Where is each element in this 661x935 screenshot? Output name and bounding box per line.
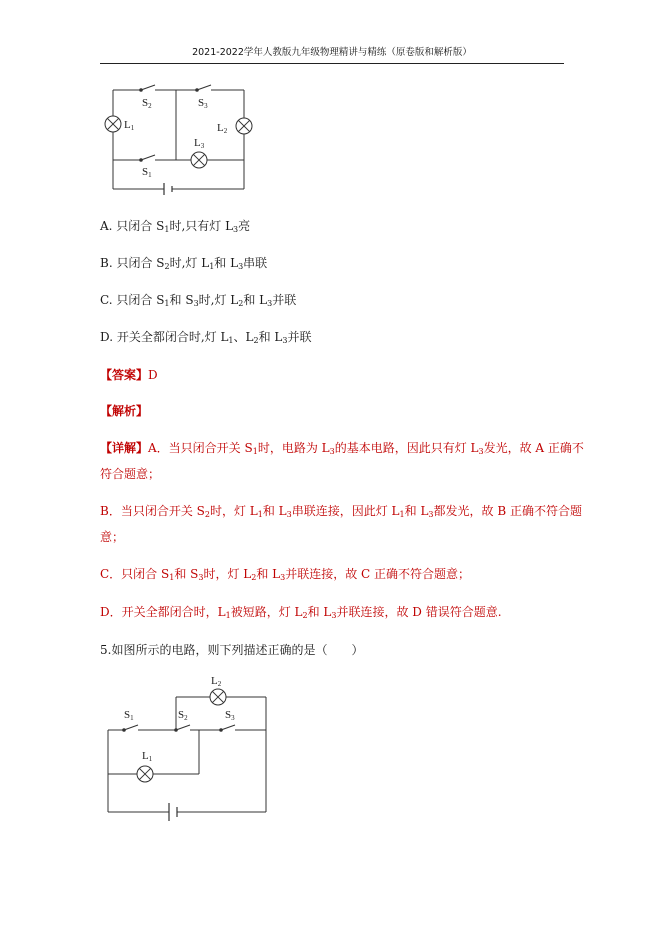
page-header: 2021-2022学年人教版九年级物理精讲与精练（原卷版和解析版） xyxy=(192,47,472,58)
lamp-l3-icon xyxy=(191,152,207,168)
switch-contact xyxy=(196,89,199,92)
label-s1: S1 xyxy=(124,709,134,722)
label-s2: S2 xyxy=(142,97,152,110)
switch-s3-blade xyxy=(197,85,211,90)
option-d: D. 开关全都闭合时,灯 $L_1$、$L_2$和 $L_3$并联 xyxy=(100,330,312,345)
detail-a-line1: 【详解】A．当只闭合开关 $S_1$时，电路为 $L_3$的基本电路，因此只有灯 $L_3$发光，故 A 正确不 xyxy=(100,441,584,456)
switch-contact xyxy=(140,89,143,92)
label-s3: S3 xyxy=(198,97,208,110)
switch-contact xyxy=(140,159,143,162)
option-b: B. 只闭合 $S_2$时,灯 $L_1$和 $L_3$串联 xyxy=(100,256,268,271)
label-l1: L1 xyxy=(124,119,135,132)
detail-a-line2: 符合题意； xyxy=(100,467,161,481)
lamp-l2-icon xyxy=(236,118,252,134)
label-l2: L2 xyxy=(211,675,222,688)
detail-b-line2: 意； xyxy=(100,530,125,544)
label-s2: S2 xyxy=(178,709,188,722)
label-s1: S1 xyxy=(142,166,152,179)
answer: 【答案】D xyxy=(100,368,158,382)
detail-c: C．只闭合 $S_1$和 $S_3$时，灯 $L_2$和 $L_3$并联连接，故 C 正确不符合题意； xyxy=(100,567,471,582)
label-l1: L1 xyxy=(142,750,153,763)
switch-s2-blade xyxy=(141,85,155,90)
label-s3: S3 xyxy=(225,709,235,722)
detail-d: D．开关全都闭合时，$L_1$被短路，灯 $L_2$和 $L_3$并联连接，故 D 错误符合题意. xyxy=(100,605,502,620)
switch-s1-blade xyxy=(141,155,155,160)
analysis-label: 【解析】 xyxy=(100,404,149,418)
detail-b-line1: B．当只闭合开关 $S_2$时，灯 $L_1$和 $L_3$串联连接，因此灯 $L_1$和 $L_3$都发光，故 B 正确不符合题 xyxy=(100,504,582,519)
option-c: C. 只闭合 $S_1$和 $S_3$时,灯 $L_2$和 $L_3$并联 xyxy=(100,293,297,308)
question-5: 5.如图所示的电路，则下列描述正确的是（ ） xyxy=(100,643,364,657)
label-l2: L2 xyxy=(217,122,228,135)
option-a: A. 只闭合 $S_1$时,只有灯 $L_3$亮 xyxy=(100,219,251,234)
lamp-l1-icon xyxy=(105,116,121,132)
label-l3: L3 xyxy=(194,137,205,150)
